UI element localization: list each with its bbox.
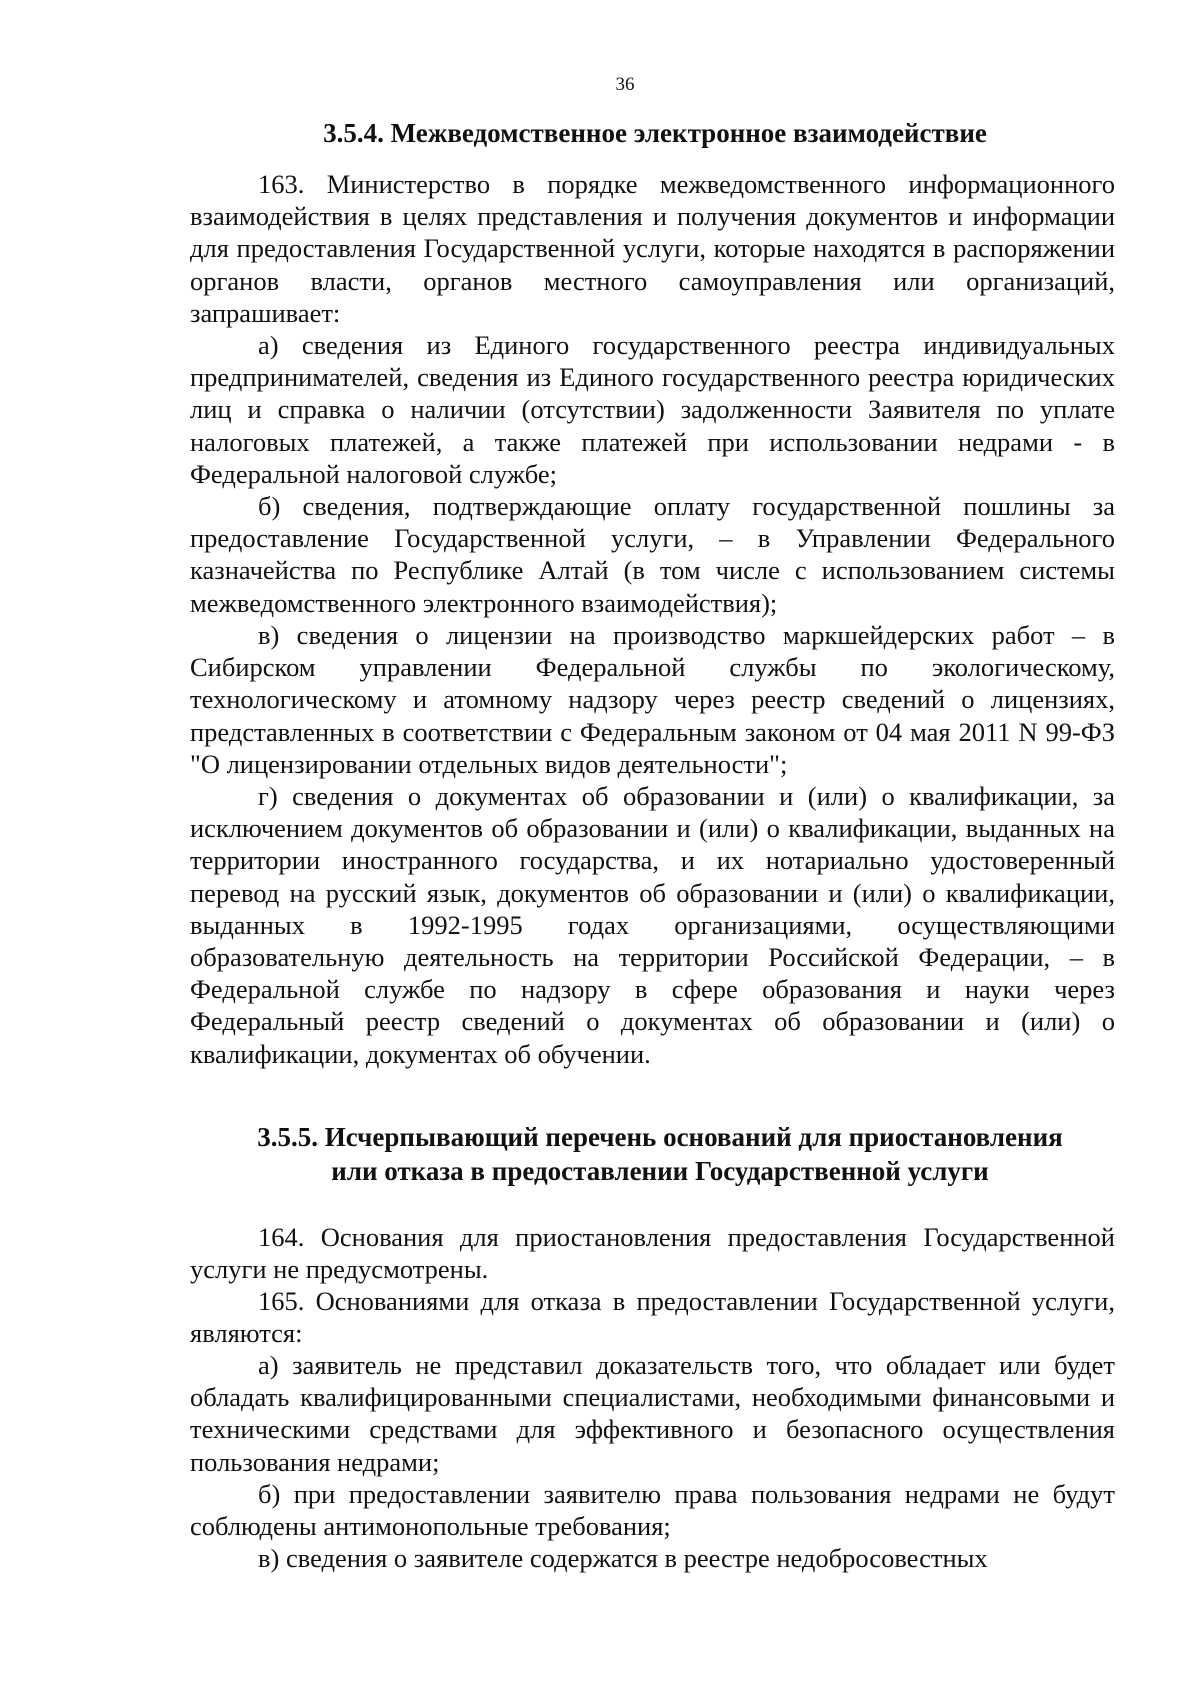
item-354-v: в) сведения о лицензии на производство маркшейдерских работ – в Сибирском управлении Федеральной службы по экологическому, технологическому и атомному надзору через реестр сведений о лицензиях, представленных в соответствии с Федеральным законом от 04 мая 2011 N 99-ФЗ "О лицензировании отдельных видов деятельности"; — [190, 620, 1115, 779]
item-355-a: а) заявитель не представил доказательств того, что обладает или будет обладать квалифицированными специалистами, необходимыми финансовыми и техническими средствами для эффективного и безопасного осуществления пользования недрами; — [190, 1350, 1115, 1477]
paragraph-163: 163. Министерство в порядке межведомственного информационного взаимодействия в целях представления и получения документов и информации для предоставления Государственной услуги, которые находятся в распоряжении органов власти, органов местного самоуправления или организаций, запрашивает: — [190, 169, 1115, 328]
section-355-title-line2: или отказа в предоставлении Государственной услуги — [331, 1156, 989, 1186]
paragraph-164: 164. Основания для приостановления предоставления Государственной услуги не предусмотрены. — [190, 1222, 1115, 1285]
section-354-title: 3.5.4. Межведомственное электронное взаимодействие — [323, 118, 987, 148]
paragraph-165: 165. Основаниями для отказа в предоставлении Государственной услуги, являются: — [190, 1286, 1115, 1349]
item-355-v: в) сведения о заявителе содержатся в реестре недобросовестных — [258, 1543, 988, 1573]
item-354-b: б) сведения, подтверждающие оплату государственной пошлины за предоставление Государственной услуги, – в Управлении Федерального казначейства по Республике Алтай (в том числе с использованием системы межведомственного электронного взаимодействия); — [190, 491, 1115, 618]
item-355-b: б) при предоставлении заявителю права пользования недрами не будут соблюдены антимонопольные требования; — [190, 1479, 1115, 1542]
item-354-a: а) сведения из Единого государственного реестра индивидуальных предпринимателей, сведения из Единого государственного реестра юридических лиц и справка о наличии (отсутствии) задолженности Заявителя по уплате налоговых платежей, а также платежей при использовании недрами - в Федеральной налоговой службе; — [190, 330, 1115, 489]
section-355-title — [200, 1120, 1120, 1188]
page-number: 36 — [615, 74, 635, 95]
section-355-title-line1: 3.5.5. Исчерпывающий перечень оснований для приостановления — [257, 1122, 1063, 1152]
item-354-g: г) сведения о документах об образовании и (или) о квалификации, за исключением документов об образовании и (или) о квалификации, выданных на территории иностранного государства, и их нотариально удостоверенный перевод на русский язык, документов об образовании и (или) о квалификации, выданных в 1992-1995 годах организациями, осуществляющими образовательную деятельность на территории Российской Федерации, – в Федеральной службе по надзору в сфере образования и науки через Федеральный реестр сведений о документах об образовании и (или) о квалификации, документах об обучении. — [190, 781, 1115, 1069]
